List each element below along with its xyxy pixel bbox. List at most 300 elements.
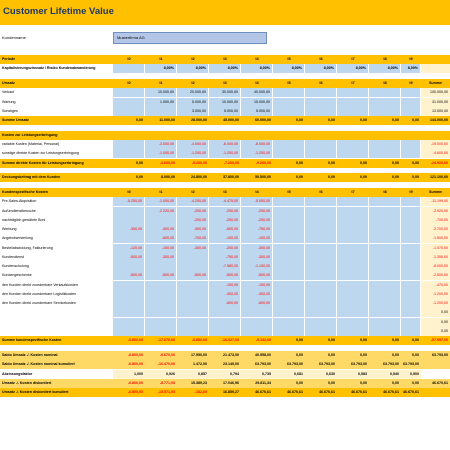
value-input-cell[interactable] [113, 149, 145, 158]
row-label: Kundendienst [2, 254, 24, 259]
value-input-cell[interactable]: 1.000,00 [145, 98, 177, 107]
value-input-cell[interactable] [305, 290, 337, 299]
sheet-row [0, 140, 450, 149]
value-input-cell[interactable] [145, 290, 177, 299]
value-input-cell[interactable] [177, 253, 209, 262]
value-cell: -9.142,00 [255, 338, 271, 343]
value-input-cell[interactable]: -750,00 [209, 253, 241, 262]
value-input-cell[interactable] [369, 262, 401, 271]
value-input-cell[interactable] [401, 262, 421, 271]
value-cell: 46.670,61 [432, 380, 448, 385]
value-input-cell[interactable]: -100,00 [209, 234, 241, 243]
value-input-cell[interactable]: -600,00 [241, 299, 273, 308]
value-input-cell[interactable] [305, 149, 337, 158]
value-input-cell[interactable]: 8,00% [177, 64, 209, 73]
value-input-cell[interactable] [209, 308, 241, 317]
value-input-cell[interactable] [273, 262, 305, 271]
value-cell: 0,00 [360, 380, 367, 385]
value-input-cell[interactable]: -300,00 [177, 244, 209, 253]
value-input-cell[interactable] [273, 299, 305, 308]
value-input-cell[interactable]: -500,00 [241, 271, 273, 280]
value-input-cell[interactable] [177, 318, 209, 327]
value-input-cell[interactable] [113, 308, 145, 317]
value-input-cell[interactable] [305, 271, 337, 280]
value-cell: 63.793,00 [383, 362, 399, 367]
value-input-cell[interactable]: -2.220,00 [145, 207, 177, 216]
value-input-cell[interactable] [337, 290, 369, 299]
value-input-cell[interactable]: -1.000,00 [145, 149, 177, 158]
value-input-cell[interactable]: -100,00 [209, 281, 241, 290]
sheet-row [0, 253, 450, 262]
value-cell: 0,00 [392, 118, 399, 123]
value-input-cell[interactable]: 8,00% [145, 64, 177, 73]
value-input-cell[interactable] [145, 281, 177, 290]
value-input-cell[interactable]: -4.000,00 [177, 140, 209, 149]
value-input-cell[interactable] [113, 290, 145, 299]
value-input-cell[interactable] [177, 290, 209, 299]
value-input-cell[interactable]: 15.000,00 [241, 98, 273, 107]
value-input-cell[interactable]: -200,00 [209, 244, 241, 253]
value-cell [177, 131, 209, 140]
value-cell: -9.200,00 [255, 160, 271, 165]
value-input-cell[interactable] [369, 308, 401, 317]
value-input-cell[interactable] [305, 225, 337, 234]
value-input-cell[interactable] [145, 216, 177, 225]
value-input-cell[interactable] [369, 149, 401, 158]
value-input-cell[interactable] [337, 262, 369, 271]
value-input-cell[interactable] [305, 318, 337, 327]
value-input-cell[interactable] [273, 327, 305, 336]
value-input-cell[interactable]: -500,00 [177, 271, 209, 280]
row-label: Pre-Sales-Akquisition [2, 199, 37, 204]
value-input-cell[interactable] [305, 262, 337, 271]
value-input-cell[interactable] [401, 149, 421, 158]
value-input-cell[interactable] [369, 318, 401, 327]
value-input-cell[interactable] [369, 225, 401, 234]
value-input-cell[interactable] [369, 140, 401, 149]
value-input-cell[interactable]: 5.000,00 [177, 98, 209, 107]
value-input-cell[interactable] [113, 318, 145, 327]
value-input-cell[interactable]: -300,00 [145, 253, 177, 262]
value-input-cell[interactable] [337, 271, 369, 280]
value-cell [145, 131, 177, 140]
value-cell: 1.472,00 [193, 362, 207, 367]
value-cell: 40.558,00 [255, 353, 271, 357]
value-input-cell[interactable]: -100,00 [241, 234, 273, 243]
value-cell: -6.800,00 [127, 338, 143, 343]
value-input-cell[interactable] [369, 107, 401, 116]
value-cell: t5 [287, 81, 291, 86]
value-input-cell[interactable]: 30.000,00 [209, 88, 241, 97]
value-input-cell[interactable]: 3.000,00 [177, 107, 209, 116]
value-input-cell[interactable] [305, 244, 337, 253]
value-input-cell[interactable] [177, 327, 209, 336]
value-input-cell[interactable] [337, 281, 369, 290]
value-input-cell[interactable] [369, 207, 401, 216]
value-input-cell[interactable] [145, 327, 177, 336]
value-input-cell[interactable]: -120,00 [113, 244, 145, 253]
value-cell: 0,630 [305, 370, 337, 379]
value-input-cell[interactable] [273, 290, 305, 299]
value-input-cell[interactable]: 8,00% [337, 64, 369, 73]
value-cell: 0,926 [145, 370, 177, 379]
value-input-cell[interactable]: -1.200,00 [209, 149, 241, 158]
value-input-cell[interactable] [273, 318, 305, 327]
value-input-cell[interactable] [401, 290, 421, 299]
value-cell: -16.470,00 [157, 362, 175, 367]
value-cell: t2 [191, 190, 195, 195]
value-input-cell[interactable] [273, 107, 305, 116]
value-input-cell[interactable] [113, 234, 145, 243]
value-cell: -11.199,00 [421, 197, 450, 206]
value-input-cell[interactable] [305, 327, 337, 336]
value-input-cell[interactable]: -500,00 [113, 271, 145, 280]
row-label: Deckungsbeitrag mit dem Kunden [2, 175, 61, 180]
value-input-cell[interactable] [113, 64, 145, 73]
sheet-row [0, 197, 450, 206]
value-input-cell[interactable] [369, 290, 401, 299]
value-input-cell[interactable] [369, 299, 401, 308]
value-input-cell[interactable]: -5.200,00 [113, 197, 145, 206]
value-input-cell[interactable] [305, 88, 337, 97]
value-input-cell[interactable]: -600,00 [209, 225, 241, 234]
value-cell [421, 388, 450, 397]
value-input-cell[interactable]: 5.000,00 [241, 107, 273, 116]
value-cell: 11.000,00 [159, 118, 175, 123]
value-cell: 0,00 [412, 338, 419, 343]
value-input-cell[interactable] [209, 327, 241, 336]
value-input-cell[interactable] [369, 327, 401, 336]
value-input-cell[interactable] [401, 140, 421, 149]
value-input-cell[interactable] [369, 98, 401, 107]
value-cell: -1.200,00 [421, 290, 450, 299]
value-input-cell[interactable] [337, 216, 369, 225]
value-input-cell[interactable] [337, 318, 369, 327]
value-input-cell[interactable] [305, 140, 337, 149]
value-input-cell[interactable] [273, 207, 305, 216]
value-input-cell[interactable] [337, 149, 369, 158]
value-input-cell[interactable] [401, 308, 421, 317]
value-input-cell[interactable] [401, 281, 421, 290]
value-input-cell[interactable] [337, 308, 369, 317]
value-input-cell[interactable] [145, 318, 177, 327]
value-input-cell[interactable] [113, 107, 145, 116]
value-cell: 50.500,00 [255, 175, 271, 180]
value-input-cell[interactable] [305, 308, 337, 317]
value-input-cell[interactable]: -1.200,00 [177, 149, 209, 158]
value-input-cell[interactable] [241, 318, 273, 327]
value-input-cell[interactable] [401, 98, 421, 107]
value-cell: 46.670,61 [287, 390, 303, 394]
value-cell: t2 [191, 57, 195, 61]
value-input-cell[interactable] [113, 207, 145, 216]
value-input-cell[interactable] [177, 308, 209, 317]
value-input-cell[interactable] [273, 98, 305, 107]
value-input-cell[interactable] [337, 197, 369, 206]
value-input-cell[interactable] [241, 327, 273, 336]
value-input-cell[interactable] [369, 197, 401, 206]
value-input-cell[interactable]: -6.000,00 [209, 140, 241, 149]
value-input-cell[interactable]: -500,00 [113, 253, 145, 262]
value-cell: 0,00 [136, 118, 143, 123]
value-input-cell[interactable]: -500,00 [145, 271, 177, 280]
value-input-cell[interactable] [273, 281, 305, 290]
value-input-cell[interactable]: -250,00 [241, 216, 273, 225]
sheet-row [0, 360, 450, 369]
row-label: Kundengeschenke [2, 273, 32, 278]
value-cell: 46.670,61 [383, 390, 399, 394]
value-input-cell[interactable] [305, 216, 337, 225]
value-cell: -57.997,00 [430, 338, 448, 343]
value-input-cell[interactable]: -250,00 [209, 207, 241, 216]
value-input-cell[interactable] [337, 88, 369, 97]
value-cell: 63.793,00 [287, 362, 303, 367]
value-input-cell[interactable] [273, 234, 305, 243]
value-input-cell[interactable] [369, 88, 401, 97]
sheet-row [0, 244, 450, 253]
value-input-cell[interactable] [305, 207, 337, 216]
value-input-cell[interactable] [337, 244, 369, 253]
value-input-cell[interactable] [369, 271, 401, 280]
value-input-cell[interactable] [401, 271, 421, 280]
value-input-cell[interactable] [305, 253, 337, 262]
value-input-cell[interactable]: -150,00 [145, 244, 177, 253]
value-cell: 63.793,00 [432, 353, 448, 357]
value-cell: 45.000,00 [223, 118, 239, 123]
value-input-cell[interactable] [401, 244, 421, 253]
row-label [2, 318, 110, 327]
row-label: Umsatz [2, 81, 15, 86]
value-input-cell[interactable] [113, 327, 145, 336]
value-cell: 0,735 [241, 370, 273, 379]
value-cell: -15.571,93 [157, 390, 175, 394]
value-input-cell[interactable] [337, 140, 369, 149]
value-input-cell[interactable] [337, 207, 369, 216]
sheet-row [0, 131, 450, 140]
value-input-cell[interactable] [209, 318, 241, 327]
value-cell: 16.859,27 [223, 390, 239, 394]
row-label: Angebotserstellung [2, 236, 33, 241]
value-input-cell[interactable] [273, 271, 305, 280]
sheet-row [0, 234, 450, 243]
value-cell: 0,00 [360, 118, 367, 123]
value-input-cell[interactable] [369, 244, 401, 253]
value-input-cell[interactable]: 40.000,00 [241, 88, 273, 97]
value-input-cell[interactable]: 8,00% [305, 64, 337, 73]
value-input-cell[interactable]: -200,00 [177, 207, 209, 216]
value-input-cell[interactable] [145, 299, 177, 308]
value-input-cell[interactable] [401, 88, 421, 97]
value-input-cell[interactable] [273, 140, 305, 149]
row-label: variable Kosten (Material, Personal) [2, 142, 60, 147]
value-input-cell[interactable]: -100,00 [241, 281, 273, 290]
value-input-cell[interactable] [401, 327, 421, 336]
value-input-cell[interactable] [273, 225, 305, 234]
value-cell: 0,857 [177, 370, 209, 379]
value-cell: 0,00 [392, 380, 399, 385]
value-input-cell[interactable]: 8,00% [273, 64, 305, 73]
value-cell: 0,00 [328, 160, 335, 165]
value-input-cell[interactable]: -350,00 [113, 225, 145, 234]
value-input-cell[interactable]: -8.000,00 [241, 140, 273, 149]
value-cell: 23.145,00 [223, 362, 239, 367]
row-label: Saldo Umsatz ./. Kosten nominal [2, 353, 58, 357]
value-input-cell[interactable] [177, 299, 209, 308]
value-input-cell[interactable]: 8,00% [401, 64, 421, 73]
value-input-cell[interactable] [113, 262, 145, 271]
value-input-cell[interactable]: -300,00 [209, 290, 241, 299]
value-cell: -9.670,00 [159, 353, 175, 357]
value-input-cell[interactable] [273, 197, 305, 206]
value-input-cell[interactable] [369, 253, 401, 262]
value-cell: t3 [223, 57, 227, 61]
value-input-cell[interactable] [401, 234, 421, 243]
value-input-cell[interactable] [113, 281, 145, 290]
value-input-cell[interactable] [113, 88, 145, 97]
value-cell: 21.473,00 [223, 353, 239, 357]
value-cell: 63.793,00 [319, 362, 335, 367]
value-cell: 0,00 [328, 175, 335, 180]
value-input-cell[interactable] [337, 107, 369, 116]
value-input-cell[interactable] [401, 197, 421, 206]
value-input-cell[interactable]: -5.000,00 [241, 197, 273, 206]
value-input-cell[interactable]: -500,00 [209, 271, 241, 280]
value-cell: t8 [383, 190, 387, 195]
value-cell: t4 [255, 190, 259, 195]
value-input-cell[interactable] [337, 253, 369, 262]
value-input-cell[interactable] [305, 197, 337, 206]
value-input-cell[interactable]: -200,00 [177, 216, 209, 225]
value-input-cell[interactable] [273, 244, 305, 253]
value-input-cell[interactable] [337, 225, 369, 234]
value-input-cell[interactable] [369, 216, 401, 225]
value-input-cell[interactable] [369, 234, 401, 243]
value-input-cell[interactable]: -600,00 [145, 234, 177, 243]
value-input-cell[interactable] [401, 253, 421, 262]
value-input-cell[interactable]: -4.200,00 [177, 197, 209, 206]
value-input-cell[interactable] [273, 253, 305, 262]
row-label: Umsatz ./. Kosten diskontiert kumuliert [2, 390, 69, 394]
value-input-cell[interactable]: 10.000,00 [145, 88, 177, 97]
value-input-cell[interactable]: -400,00 [145, 225, 177, 234]
row-label: Sonstiges [2, 108, 18, 113]
value-input-cell[interactable] [369, 281, 401, 290]
value-cell: -700,00 [421, 216, 450, 225]
value-input-cell[interactable] [337, 327, 369, 336]
value-input-cell[interactable] [113, 216, 145, 225]
value-input-cell[interactable]: -3.000,00 [145, 140, 177, 149]
value-input-cell[interactable] [401, 216, 421, 225]
sheet-row [0, 299, 450, 308]
value-input-cell[interactable] [241, 308, 273, 317]
value-cell: 0,00 [360, 338, 367, 343]
value-cell: -6.800,00 [127, 390, 143, 394]
value-input-cell[interactable] [305, 281, 337, 290]
value-cell: 0,00 [421, 327, 450, 336]
value-input-cell[interactable] [305, 299, 337, 308]
value-cell: 0,00 [412, 380, 419, 385]
value-input-cell[interactable]: 8,00% [209, 64, 241, 73]
value-input-cell[interactable] [113, 140, 145, 149]
value-input-cell[interactable] [305, 234, 337, 243]
value-cell: t6 [319, 57, 323, 61]
value-input-cell[interactable]: -250,00 [209, 216, 241, 225]
value-cell: -19.000,00 [421, 140, 450, 149]
value-input-cell[interactable]: 8,00% [369, 64, 401, 73]
value-input-cell[interactable]: -300,00 [241, 290, 273, 299]
value-input-cell[interactable]: -1.200,00 [241, 149, 273, 158]
value-input-cell[interactable]: -250,00 [241, 207, 273, 216]
value-input-cell[interactable]: -750,00 [241, 225, 273, 234]
value-cell: 46.670,61 [255, 390, 271, 394]
value-input-cell[interactable] [273, 88, 305, 97]
value-cell: 0,00 [412, 118, 419, 123]
value-cell: 15.389,23 [191, 380, 207, 385]
value-input-cell[interactable] [113, 299, 145, 308]
value-cell [369, 131, 401, 140]
value-input-cell[interactable] [145, 262, 177, 271]
value-input-cell[interactable] [401, 107, 421, 116]
sheet-row [0, 107, 450, 116]
value-cell: 0,00 [360, 353, 367, 357]
value-input-cell[interactable] [305, 107, 337, 116]
value-input-cell[interactable] [273, 216, 305, 225]
value-input-cell[interactable] [401, 299, 421, 308]
value-cell: t4 [255, 81, 259, 86]
value-input-cell[interactable]: -7.580,00 [209, 262, 241, 271]
value-input-cell[interactable] [145, 308, 177, 317]
value-cell: 0,00 [421, 308, 450, 317]
value-input-cell[interactable] [273, 149, 305, 158]
value-input-cell[interactable] [145, 107, 177, 116]
value-input-cell[interactable] [337, 98, 369, 107]
sheet-row [0, 379, 450, 388]
value-input-cell[interactable] [401, 225, 421, 234]
value-input-cell[interactable] [177, 281, 209, 290]
value-cell: 0,00 [136, 175, 143, 180]
value-cell [209, 131, 241, 140]
value-input-cell[interactable]: -4.475,00 [209, 197, 241, 206]
value-input-cell[interactable]: 8,00% [241, 64, 273, 73]
value-input-cell[interactable] [305, 98, 337, 107]
value-cell: 46.670,61 [403, 390, 419, 394]
value-cell: 0,00 [136, 160, 143, 165]
value-input-cell[interactable] [337, 234, 369, 243]
value-input-cell[interactable]: -1.000,00 [145, 197, 177, 206]
value-input-cell[interactable]: -300,00 [241, 253, 273, 262]
value-input-cell[interactable]: -600,00 [209, 299, 241, 308]
value-cell: 0,00 [296, 380, 303, 385]
value-cell: -2.500,00 [421, 271, 450, 280]
value-cell: -6.800,00 [127, 353, 143, 357]
value-input-cell[interactable]: -1.100,00 [241, 262, 273, 271]
value-input-cell[interactable] [337, 299, 369, 308]
value-cell: t1 [159, 190, 163, 195]
value-input-cell[interactable] [273, 308, 305, 317]
value-input-cell[interactable] [113, 98, 145, 107]
value-input-cell[interactable]: -900,00 [177, 225, 209, 234]
value-cell [273, 131, 305, 140]
value-input-cell[interactable] [177, 262, 209, 271]
value-input-cell[interactable]: -300,00 [241, 244, 273, 253]
value-input-cell[interactable]: 20.000,00 [177, 88, 209, 97]
value-input-cell[interactable]: 5.000,00 [209, 107, 241, 116]
row-label: Kundenspezifische Kosten [2, 190, 48, 195]
value-input-cell[interactable] [401, 318, 421, 327]
value-input-cell[interactable]: 10.000,00 [209, 98, 241, 107]
value-input-cell[interactable] [401, 207, 421, 216]
value-input-cell[interactable]: -700,00 [177, 234, 209, 243]
